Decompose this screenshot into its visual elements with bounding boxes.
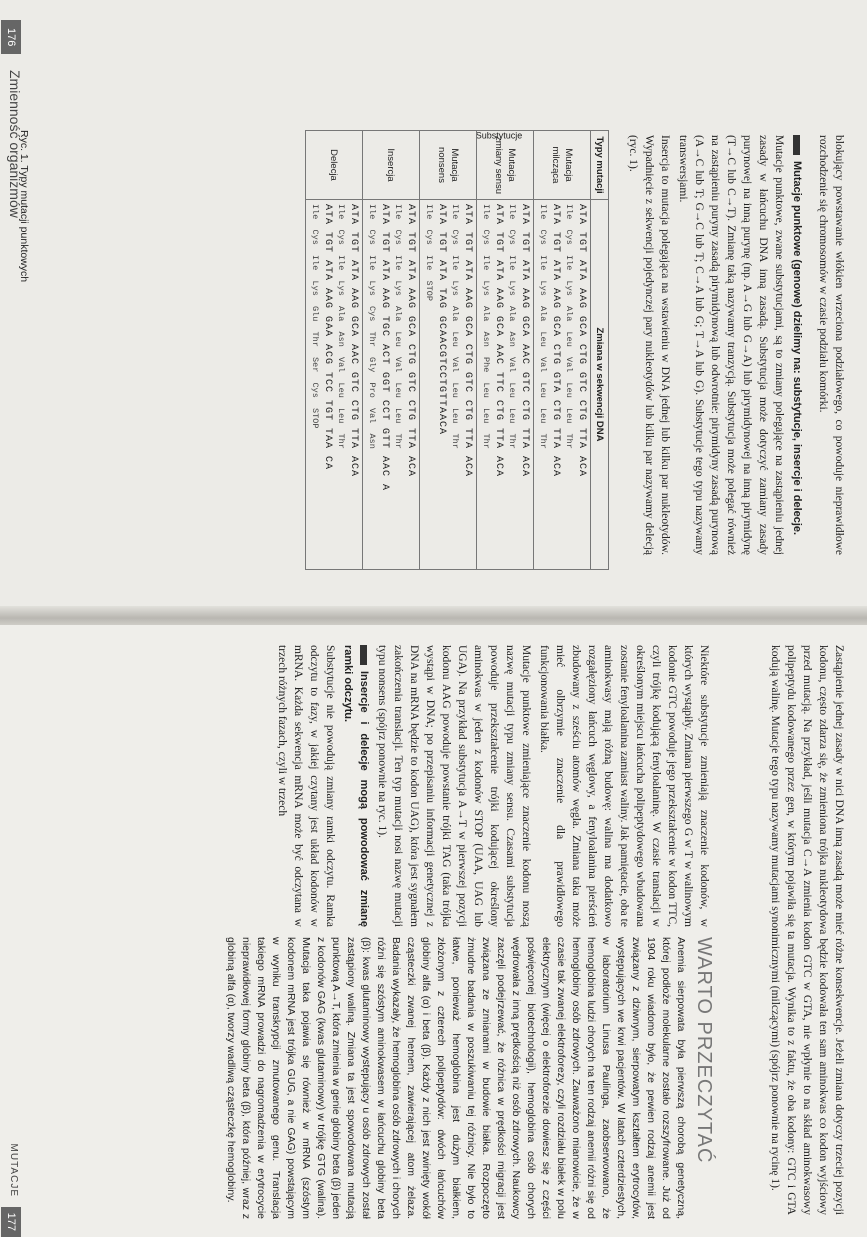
frameshift-paragraph: Substytucje nie powodują zmiany ramki odczytu. Ramka odczytu to fazy, w jakiej czytany jest układ kodonów w mRNA. Każda sekwencja mRNA może być odczytana w trzech różnych fazach, czyli w trzech — [276, 645, 336, 927]
codon-line: ATA TGT ATA AAG GAA ACG TCC TGT TAA CA — [322, 204, 333, 471]
frameshift-lead: Insercje i delecje mogą powodować zmianę ramki odczytu. — [342, 645, 370, 927]
sequence-change-cell — [477, 200, 534, 570]
mutation-type-label: Mutacja nonsens — [420, 131, 477, 200]
table-row — [534, 131, 591, 570]
header-mutation-type: Typy mutacji — [591, 131, 609, 200]
sequence-change-cell — [534, 200, 591, 570]
running-title: Zmienność organizmów — [7, 70, 23, 218]
mutation-type-label: Delecja — [306, 131, 363, 200]
sequence-change-cell — [306, 200, 363, 570]
section-lead: Mutacje punktowe (genowe) dzielimy na: substytucje, insercje i delecje. — [791, 161, 803, 536]
sidebar-heading: WARTO PRZECZYTAĆ — [693, 937, 715, 1164]
codon-line: ATA TGT ATA AAG GCA AAC TTC CTG TTA ACA — [493, 204, 504, 478]
figure-caption: Ryc. 1. Typy mutacji punktowych — [18, 130, 30, 283]
right-column-2 — [221, 937, 715, 1219]
section-marker-icon — [360, 645, 367, 665]
mutation-types-table — [305, 130, 609, 570]
section-marker-icon — [793, 135, 800, 155]
codon-line: ATA TGT ATA AAG GCA CTG GTC CTG TTA ACA — [405, 204, 416, 478]
amino-acid-line: Ile Cys Ile Lys Ala Leu Val Leu Leu Thr — [564, 204, 574, 449]
page-number-left: 176 — [1, 20, 21, 54]
amino-acid-line: Ile Cys Ile Lys Ala Asn Val Leu Leu Thr — [336, 204, 346, 449]
amino-acid-line: Ile Cys Ile Lys Ala Asn Phe Leu Leu Thr — [481, 204, 491, 449]
table-row — [363, 131, 420, 570]
intro-paragraph — [813, 135, 847, 555]
top-paragraph — [765, 645, 847, 1215]
sequence-change-cell — [420, 200, 477, 570]
right-column-1 — [272, 645, 712, 927]
consequences-text: Zastąpienie jednej zasady w nici DNA inną zasadą może mieć różne konsekwencje. Jeżeli zmiana dotyczy trzeciej pozycji kodonu, często zdarza się, że zmieniona trójka nukleotydowa będzie kodowała ten sam aminokwas co kodon wyjściowy przed mutacją. Na przykład, jeśli mutacja C→A zmienia kodon GTC w GTA, nie wpłynie to na skład aminokwasowy polipeptydu kodowanego przez gen, w którym pojawiła się ta mutacja. Wynika to z faktu, że oba kodony: GTC i GTA kodują walinę. Mutacje tego typu nazywamy mutacjami synonimicznymi (milczącymi) (spójrz ponownie na rycinę 1). — [769, 645, 845, 1215]
intro-text: blokujący powstawanie włókien wrzeciona podziałowego, co powoduje nieprawidłowe rozchodzenie się chromosomów w czasie podziału komórki. — [817, 135, 845, 555]
codon-line: ATA TGT ATA AAG TGC ACT GGT CCT GTT AAC A — [379, 204, 390, 492]
substitution-paragraph: Mutacje punktowe, zwane substytucjami, są to zmiany polegające na zastąpieniu jednej zasady w łańcuchu DNA inną zasadą. Substytucja może dotyczyć zamiany zasady purynowej na inną purynę (np. A→G lub G→A) lub pirymidynowej na inną pirymidynę (T→C lub C→T). Zmianę taką nazywamy tranzycją. Substytucja może polegać również na zastąpieniu puryny zasadą pirymidynową lub odwrotnie: pirymidyny zasadą purynową (A→C lub T; G→C lub T; C→A lub G; T→A lub G). Substytucje tego typu nazywamy transwersjami. — [677, 135, 785, 555]
sickle-cell-text: Anemia sierpowata była pierwszą chorobą genetyczną, której podłoże molekularne zostało rozszyfrowane. Już od 1904 roku wiadomo było, że pewien rodzaj anemii jest związany z dziwnym, sierpowatym kształtem erytrocytów, występujących we krwi pacjentów. W latach czterdziestych, w laboratorium Linusa Paulinga, zaobserwowano, że hemoglobina ludzi chorych na ten rodzaj anemii różni się od hemoglobiny osób zdrowych. Zauważono mianowicie, że w czasie tak zwanej elektroforezy, czyli rozdziału białek w polu elektrycznym (więcej o elektroforezie dowiesz się z części poświęconej biotechnologii), hemoglobina osób chorych wędrowała z inną prędkością niż osób zdrowych. Naukowcy zaczęli podejrzewać, że różnica w prędkości migracji jest związana ze zmianami w budowie białka. Rozpoczęto żmudne badania w poszukiwaniu tej różnicy. Nie było to łatwe, ponieważ hemoglobina jest dużym białkiem, złożonym z czterech polipeptydów: dwóch łańcuchów globiny alfa (α) i beta (β). Każdy z nich jest zwinięty wokół cząsteczki zwanej hemem, zawierającej atom żelaza. Badania wykazały, że hemoglobina osób zdrowych i chorych różni się szóstym aminokwasem w łańcuchu globiny beta (β): kwas glutaminowy występujący u osób zdrowych został zastąpiony waliną. Zmiana ta jest spowodowana mutacją punktową A→T, która zmienia w genie globiny beta (β) jeden z kodonów GAG (kwas glutaminowy) w trójkę GTG (walina). Mutacja taka pojawia się również w mRNA (szóstym kodonem mRNA jest trójka GUG, a nie GAG) powstającym w wyniku transkrypcji zmutowanego genu. Translacja takiego mRNA prowadzi do nagromadzenia w erytrocycie nieprawidłowej formy globiny beta (β), która później, wraz z globiną alfa (α), tworzy wadliwą cząsteczkę hemoglobiny. — [225, 937, 687, 1219]
right-page — [0, 625, 867, 1237]
right-footer — [0, 625, 29, 1237]
substitutions-group-label: Substytucje — [475, 130, 523, 141]
amino-acid-line: Ile Cys Ile Lys Ala Leu Val Leu Leu Thr — [538, 204, 548, 449]
table-row — [306, 131, 363, 570]
page-number-right: 177 — [1, 1207, 21, 1237]
nonsense-paragraph: Mutacje punktowe zmieniające znaczenie kodonu noszą nazwę mutacji typu zmiany sensu. Czasami substytucja powoduje przekształcenie trójki kodującej określony aminokwas w jeden z kodonów STOP (UAA, UAG lub UGA). Na przykład substytucja A→T w pierwszej pozycji kodonu AAG powoduje powstanie trójki TAG (taka trójka wystąpi w DNA; po przepisaniu informacji genetycznej z DNA na mRNA będzie to kodon UAG), która jest sygnałem zakończenia translacji. Ten typ mutacji nosi nazwę mutacji typu nonsens (spójrz ponownie na ryc. 1). — [376, 645, 532, 927]
left-page — [0, 0, 867, 612]
codon-line: ATA TGT ATA AAG GCA CTG GTA CTG TTA ACA — [550, 204, 561, 478]
amino-acid-line: Ile Cys Ile STOP — [424, 204, 434, 301]
mutation-type-label: Mutacja milcząca — [534, 131, 591, 200]
mutation-type-label: Insercja — [363, 131, 420, 200]
amino-acid-line: Ile Cys Ile Lys Cys Thr Gly Pro Val Asn — [367, 204, 377, 449]
codon-line: ATA TGT ATA AAG GCA AAC GTC CTG TTA ACA — [348, 204, 359, 478]
left-footer — [0, 0, 29, 612]
table-row — [420, 131, 477, 570]
amino-acid-line: Ile Cys Ile Lys Glu Thr Ser Cys STOP — [310, 204, 320, 429]
codon-line: ATA TGT ATA AAG GCA CTG GTC CTG TTA ACA — [576, 204, 587, 478]
header-dna-change: Zmiana w sekwencji DNA — [591, 200, 609, 570]
amino-acid-line: Ile Cys Ile Lys Ala Leu Val Leu Leu Thr — [450, 204, 460, 449]
chapter-label: MUTACJE — [8, 1143, 19, 1197]
amino-acid-line: Ile Cys Ile Lys Ala Leu Val Leu Leu Thr — [393, 204, 403, 449]
amino-acid-line: Ile Cys Ile Lys Ala Asn Val Leu Leu Thr — [507, 204, 517, 449]
sequence-change-cell — [363, 200, 420, 570]
mutation-type-label: Mutacja zmiany sensu — [477, 131, 534, 200]
missense-paragraph: Niektóre substytucje zmieniają znaczenie kodonów, w których wystąpiły. Zmiana pierwszego G w T w walinowym kodonie GTC powoduje jego przekształcenie w kodon TTC, czyli trójkę kodującą fenyloalaninę. W czasie translacji w określonym miejscu łańcucha polipeptydowego wbudowana zostanie fenyloalanina zamiast waliny. Jak pamiętacie, oba te aminokwasy mają różną budowę: walina ma dodatkowo rozgałęziony łańcuch węglowy, a fenyloalanina pierścień zbudowany z sześciu atomów węgla. Zmiana taka może mieć olbrzymie znaczenie dla prawidłowego funkcjonowania białka. — [538, 645, 710, 927]
codon-line: ATA TGT ATA AAG GCA AAC GTC CTG TTA ACA — [519, 204, 530, 478]
codon-line: ATA TGT ATA AAG GCA CTG GTC CTG TTA ACA — [462, 204, 473, 478]
codon-line: ATA TGT ATA TAG GCAACGTCCTGTTAACA — [436, 204, 447, 436]
point-mutations-section — [623, 135, 805, 555]
insertion-paragraph: Insercja to mutacja polegająca na wstawieniu w DNA jednej lub kilku par nukleotydów. Wypadnięcie z sekwencji pojedynczej pary nukleotydów lub kilku par nazywamy delecją (ryc. 1). — [627, 135, 671, 555]
table-row — [477, 131, 534, 570]
